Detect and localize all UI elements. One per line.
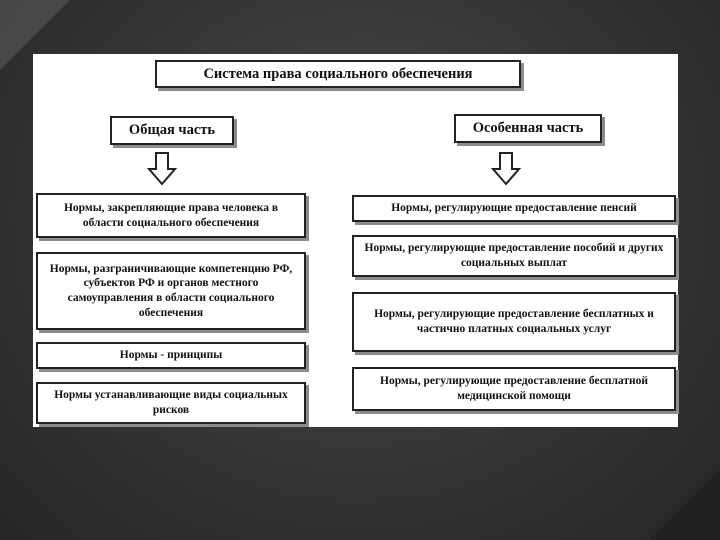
general-norm-box: Нормы, разграничивающие компетенцию РФ, субъектов РФ и органов местного самоуправления в области социального обеспечения [36,252,306,330]
down-arrow-icon [491,152,521,186]
special-norm-box: Нормы, регулирующие предоставление пенсий [352,195,676,222]
general-norm-box: Нормы устанавливающие виды социальных рисков [36,382,306,424]
general-part-heading: Общая часть [110,116,234,145]
special-norm-box: Нормы, регулирующие предоставление бесплатных и частично платных социальных услуг [352,292,676,352]
special-norm-box: Нормы, регулирующие предоставление пособий и других социальных выплат [352,235,676,277]
diagram-title: Система права социального обеспечения [155,60,521,88]
special-part-heading: Особенная часть [454,114,602,143]
general-norm-box: Нормы, закрепляющие права человека в области социального обеспечения [36,193,306,238]
slide-canvas [33,54,678,427]
special-norm-box: Нормы, регулирующие предоставление бесплатной медицинской помощи [352,367,676,411]
slide-corner-decoration-bottom [650,470,720,540]
down-arrow-icon [147,152,177,186]
general-norm-box: Нормы - принципы [36,342,306,369]
